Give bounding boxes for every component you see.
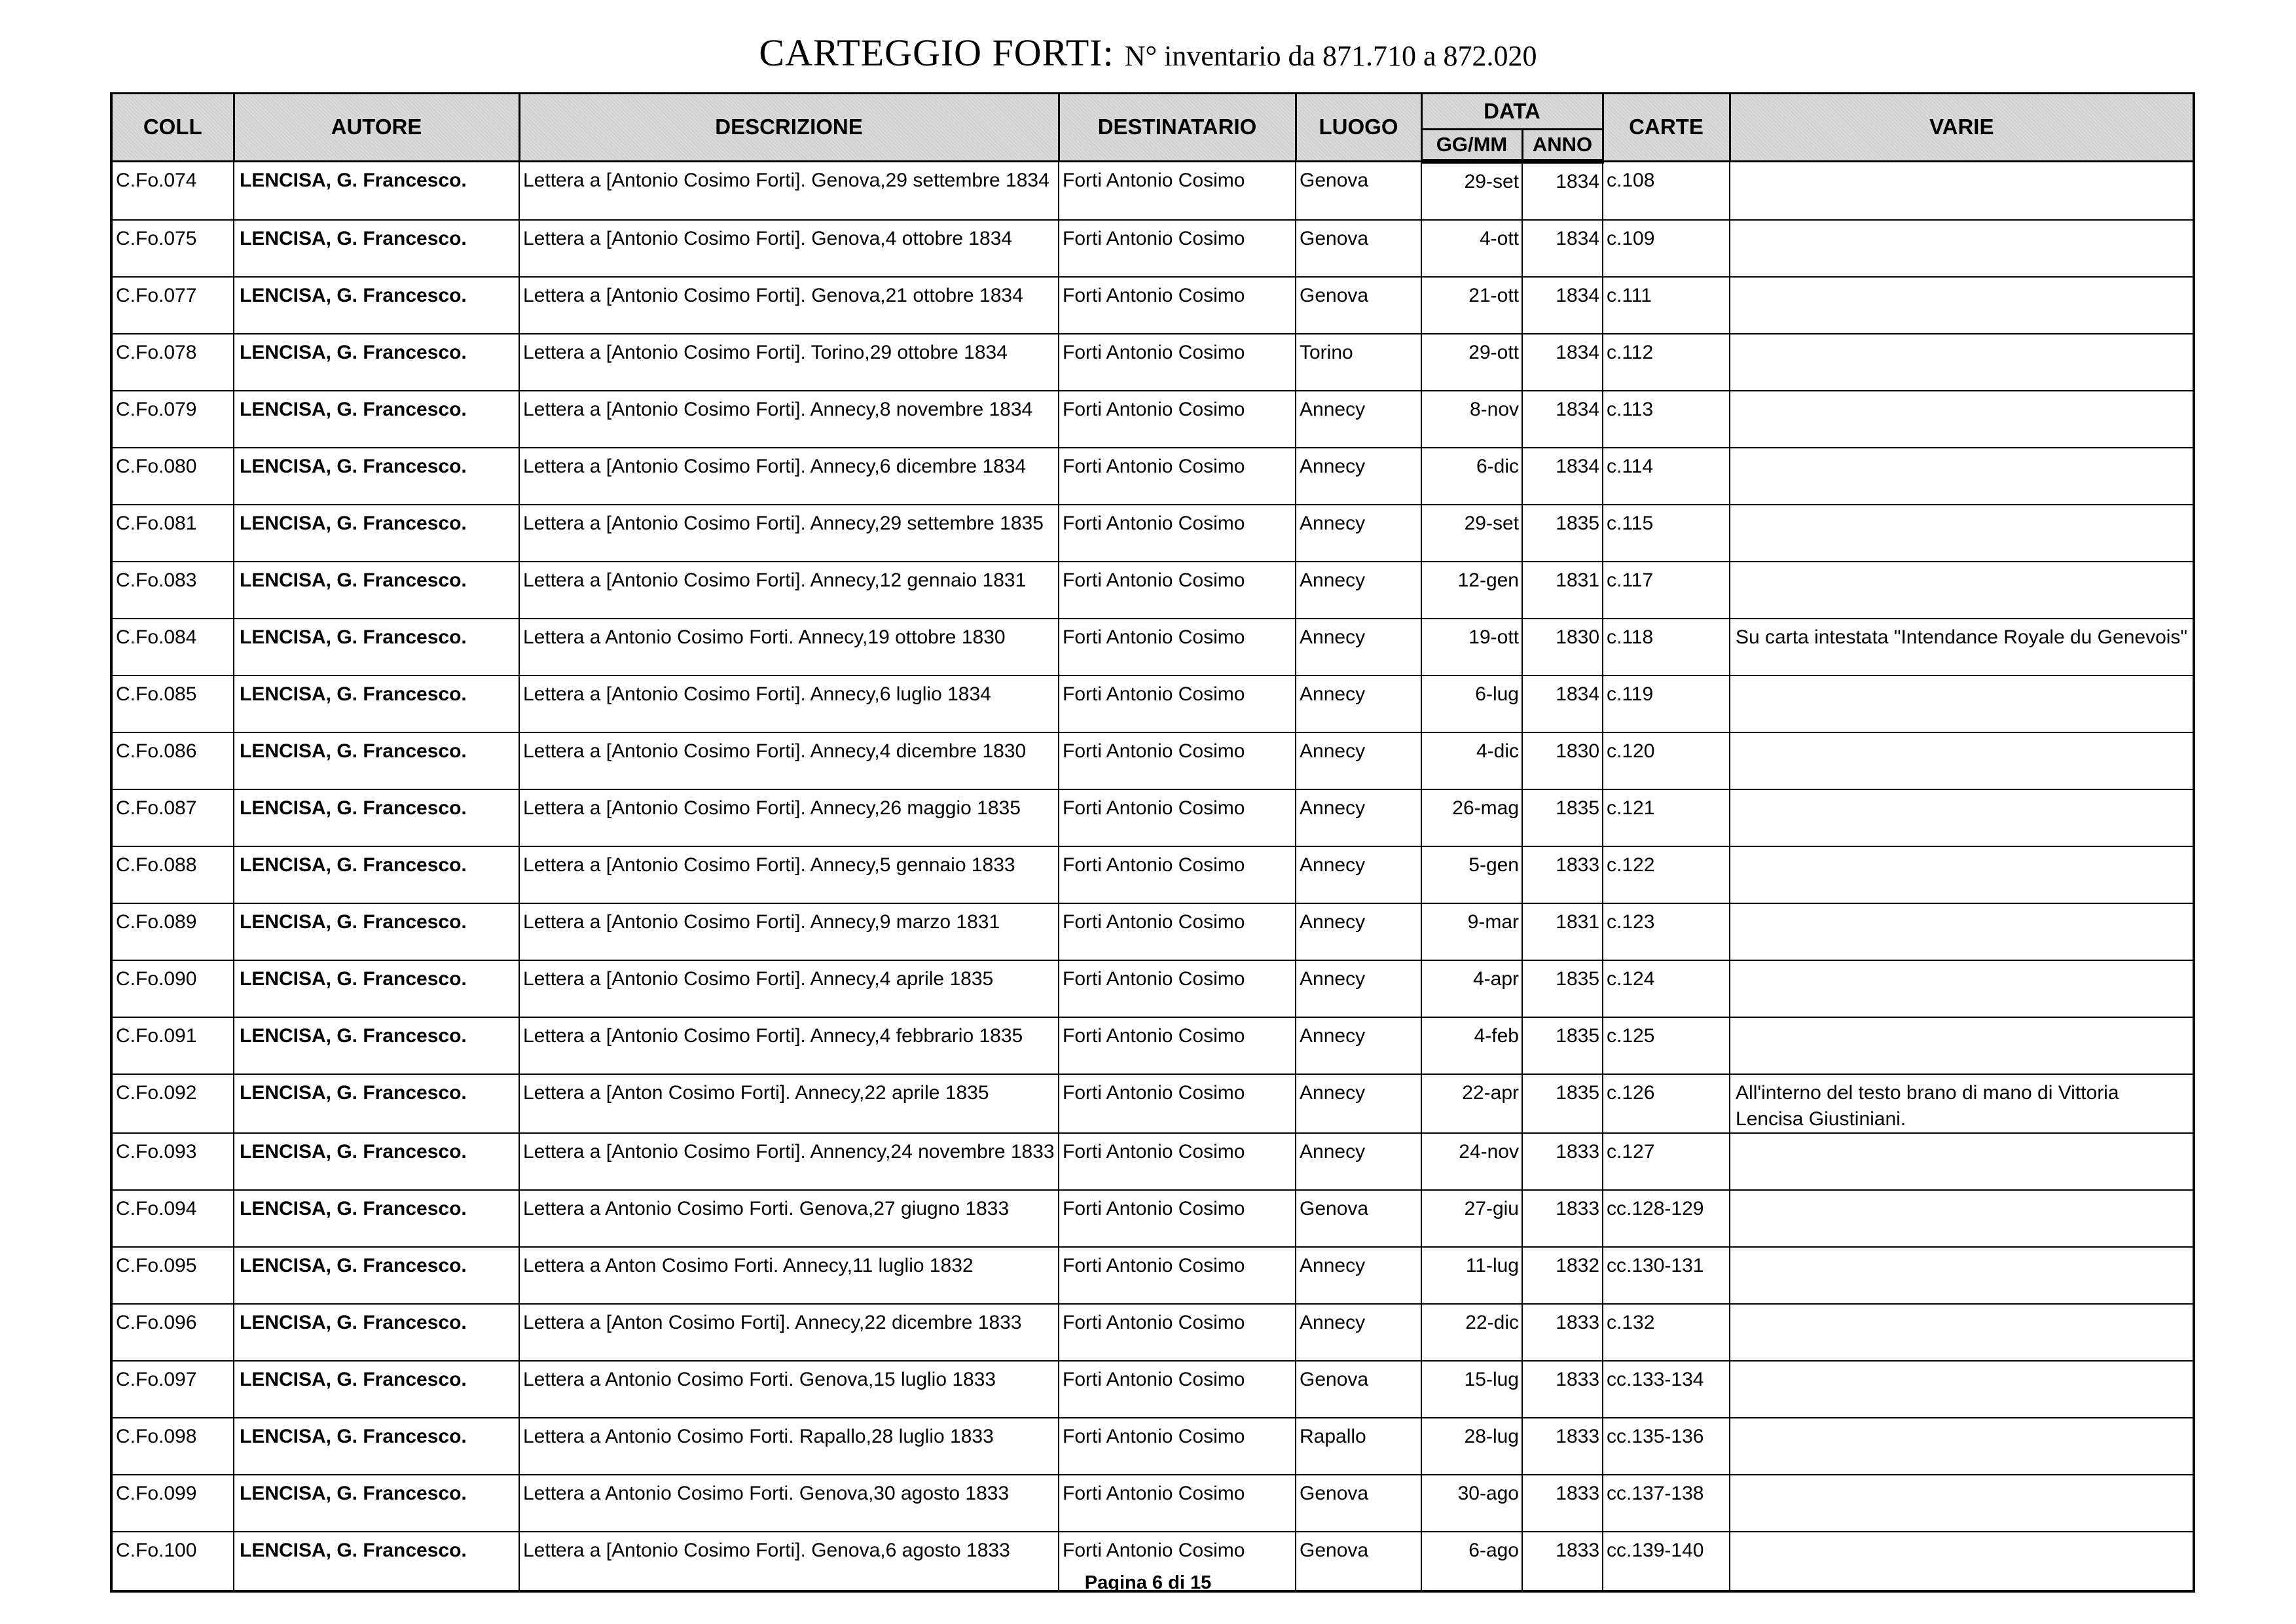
- cell-descrizione: Lettera a [Antonio Cosimo Forti]. Annency,24 novembre 1833: [519, 1133, 1059, 1190]
- cell-destinatario: Forti Antonio Cosimo: [1059, 1190, 1296, 1247]
- header-anno: ANNO: [1522, 130, 1603, 162]
- table-row: [111, 391, 2194, 448]
- cell-anno: 1831: [1522, 562, 1603, 619]
- cell-coll: C.Fo.099: [111, 1475, 234, 1532]
- cell-luogo: Annecy: [1296, 846, 1421, 903]
- cell-autore: LENCISA, G. Francesco.: [234, 732, 519, 789]
- cell-descrizione: Lettera a [Antonio Cosimo Forti]. Genova,29 settembre 1834: [519, 162, 1059, 221]
- title-main: CARTEGGIO FORTI:: [759, 31, 1114, 74]
- cell-descrizione: Lettera a [Antonio Cosimo Forti]. Annecy,6 dicembre 1834: [519, 448, 1059, 505]
- cell-autore: LENCISA, G. Francesco.: [234, 903, 519, 960]
- cell-descrizione: Lettera a [Antonio Cosimo Forti]. Genova,4 ottobre 1834: [519, 220, 1059, 277]
- cell-ggmm: 4-feb: [1421, 1017, 1522, 1074]
- cell-carte: c.125: [1603, 1017, 1730, 1074]
- cell-luogo: Genova: [1296, 1190, 1421, 1247]
- cell-autore: LENCISA, G. Francesco.: [234, 619, 519, 676]
- cell-anno: 1833: [1522, 1361, 1603, 1418]
- cell-anno: 1835: [1522, 505, 1603, 562]
- cell-autore: LENCISA, G. Francesco.: [234, 1017, 519, 1074]
- cell-destinatario: Forti Antonio Cosimo: [1059, 277, 1296, 334]
- cell-anno: 1833: [1522, 1475, 1603, 1532]
- cell-carte: c.127: [1603, 1133, 1730, 1190]
- cell-coll: C.Fo.080: [111, 448, 234, 505]
- cell-ggmm: 28-lug: [1421, 1418, 1522, 1475]
- cell-anno: 1833: [1522, 1190, 1603, 1247]
- cell-ggmm: 29-set: [1421, 162, 1522, 221]
- cell-descrizione: Lettera a [Antonio Cosimo Forti]. Annecy,4 febbrario 1835: [519, 1017, 1059, 1074]
- cell-autore: LENCISA, G. Francesco.: [234, 277, 519, 334]
- cell-coll: C.Fo.089: [111, 903, 234, 960]
- cell-descrizione: Lettera a [Antonio Cosimo Forti]. Annecy,4 aprile 1835: [519, 960, 1059, 1017]
- cell-destinatario: Forti Antonio Cosimo: [1059, 334, 1296, 391]
- cell-ggmm: 6-lug: [1421, 676, 1522, 732]
- table-row: [111, 732, 2194, 789]
- cell-luogo: Genova: [1296, 277, 1421, 334]
- cell-descrizione: Lettera a [Antonio Cosimo Forti]. Annecy,29 settembre 1835: [519, 505, 1059, 562]
- table-row: [111, 505, 2194, 562]
- cell-varie: [1730, 960, 2194, 1017]
- table-row: [111, 903, 2194, 960]
- table-row: [111, 676, 2194, 732]
- cell-varie: [1730, 1418, 2194, 1475]
- cell-carte: cc.135-136: [1603, 1418, 1730, 1475]
- cell-ggmm: 6-ago: [1421, 1532, 1522, 1591]
- cell-varie: [1730, 1017, 2194, 1074]
- cell-destinatario: Forti Antonio Cosimo: [1059, 619, 1296, 676]
- header-carte: CARTE: [1603, 94, 1730, 162]
- cell-coll: C.Fo.085: [111, 676, 234, 732]
- page-number: Pagina 6 di 15: [1084, 1572, 1212, 1593]
- document-title: [0, 31, 2296, 74]
- cell-descrizione: Lettera a Antonio Cosimo Forti. Annecy,19 ottobre 1830: [519, 619, 1059, 676]
- cell-destinatario: Forti Antonio Cosimo: [1059, 846, 1296, 903]
- table-row: [111, 1133, 2194, 1190]
- cell-varie: [1730, 1304, 2194, 1361]
- cell-descrizione: Lettera a [Antonio Cosimo Forti]. Annecy,8 novembre 1834: [519, 391, 1059, 448]
- cell-carte: c.132: [1603, 1304, 1730, 1361]
- cell-descrizione: Lettera a [Antonio Cosimo Forti]. Genova,21 ottobre 1834: [519, 277, 1059, 334]
- cell-coll: C.Fo.086: [111, 732, 234, 789]
- cell-destinatario: Forti Antonio Cosimo: [1059, 732, 1296, 789]
- cell-anno: 1833: [1522, 1304, 1603, 1361]
- cell-carte: c.124: [1603, 960, 1730, 1017]
- header-destinatario: DESTINATARIO: [1059, 94, 1296, 162]
- cell-varie: [1730, 1361, 2194, 1418]
- cell-descrizione: Lettera a [Antonio Cosimo Forti]. Annecy,4 dicembre 1830: [519, 732, 1059, 789]
- cell-carte: cc.133-134: [1603, 1361, 1730, 1418]
- cell-autore: LENCISA, G. Francesco.: [234, 162, 519, 221]
- cell-carte: c.113: [1603, 391, 1730, 448]
- cell-ggmm: 21-ott: [1421, 277, 1522, 334]
- cell-descrizione: Lettera a [Antonio Cosimo Forti]. Genova,6 agosto 1833: [519, 1532, 1059, 1591]
- cell-autore: LENCISA, G. Francesco.: [234, 1418, 519, 1475]
- cell-varie: [1730, 162, 2194, 221]
- cell-luogo: Annecy: [1296, 1133, 1421, 1190]
- cell-carte: c.117: [1603, 562, 1730, 619]
- cell-luogo: Annecy: [1296, 1304, 1421, 1361]
- cell-ggmm: 29-set: [1421, 505, 1522, 562]
- cell-carte: c.120: [1603, 732, 1730, 789]
- table-row: [111, 1247, 2194, 1304]
- cell-varie: [1730, 334, 2194, 391]
- table-row: [111, 1074, 2194, 1133]
- cell-coll: C.Fo.091: [111, 1017, 234, 1074]
- cell-coll: C.Fo.074: [111, 162, 234, 221]
- cell-ggmm: 4-apr: [1421, 960, 1522, 1017]
- cell-luogo: Genova: [1296, 1532, 1421, 1591]
- cell-luogo: Genova: [1296, 1361, 1421, 1418]
- cell-ggmm: 24-nov: [1421, 1133, 1522, 1190]
- cell-carte: c.123: [1603, 903, 1730, 960]
- table-row: [111, 960, 2194, 1017]
- table-row: [111, 1304, 2194, 1361]
- cell-luogo: Annecy: [1296, 676, 1421, 732]
- table-row: [111, 562, 2194, 619]
- cell-ggmm: 29-ott: [1421, 334, 1522, 391]
- cell-varie: [1730, 732, 2194, 789]
- cell-anno: 1834: [1522, 676, 1603, 732]
- table-row: [111, 448, 2194, 505]
- table-header: [111, 94, 2194, 162]
- cell-autore: LENCISA, G. Francesco.: [234, 334, 519, 391]
- cell-coll: C.Fo.083: [111, 562, 234, 619]
- cell-coll: C.Fo.100: [111, 1532, 234, 1591]
- cell-descrizione: Lettera a [Antonio Cosimo Forti]. Annecy,6 luglio 1834: [519, 676, 1059, 732]
- cell-destinatario: Forti Antonio Cosimo: [1059, 1133, 1296, 1190]
- cell-varie: [1730, 391, 2194, 448]
- cell-ggmm: 4-ott: [1421, 220, 1522, 277]
- cell-varie: [1730, 1247, 2194, 1304]
- cell-destinatario: Forti Antonio Cosimo: [1059, 1017, 1296, 1074]
- cell-luogo: Torino: [1296, 334, 1421, 391]
- cell-destinatario: Forti Antonio Cosimo: [1059, 1304, 1296, 1361]
- cell-destinatario: Forti Antonio Cosimo: [1059, 448, 1296, 505]
- cell-ggmm: 30-ago: [1421, 1475, 1522, 1532]
- cell-luogo: Annecy: [1296, 903, 1421, 960]
- cell-carte: c.109: [1603, 220, 1730, 277]
- cell-carte: c.112: [1603, 334, 1730, 391]
- cell-varie: [1730, 277, 2194, 334]
- cell-autore: LENCISA, G. Francesco.: [234, 1304, 519, 1361]
- cell-coll: C.Fo.077: [111, 277, 234, 334]
- cell-carte: c.121: [1603, 789, 1730, 846]
- cell-autore: LENCISA, G. Francesco.: [234, 1133, 519, 1190]
- cell-luogo: Annecy: [1296, 562, 1421, 619]
- cell-varie: [1730, 846, 2194, 903]
- cell-luogo: Annecy: [1296, 619, 1421, 676]
- table-row: [111, 220, 2194, 277]
- cell-descrizione: Lettera a [Antonio Cosimo Forti]. Annecy,26 maggio 1835: [519, 789, 1059, 846]
- cell-anno: 1834: [1522, 448, 1603, 505]
- cell-anno: 1835: [1522, 960, 1603, 1017]
- cell-autore: LENCISA, G. Francesco.: [234, 505, 519, 562]
- cell-anno: 1834: [1522, 220, 1603, 277]
- cell-luogo: Annecy: [1296, 960, 1421, 1017]
- cell-coll: C.Fo.078: [111, 334, 234, 391]
- cell-autore: LENCISA, G. Francesco.: [234, 1247, 519, 1304]
- inventory-table: [110, 92, 2195, 1593]
- cell-coll: C.Fo.088: [111, 846, 234, 903]
- cell-ggmm: 19-ott: [1421, 619, 1522, 676]
- cell-autore: LENCISA, G. Francesco.: [234, 1361, 519, 1418]
- cell-descrizione: Lettera a Antonio Cosimo Forti. Genova,15 luglio 1833: [519, 1361, 1059, 1418]
- cell-luogo: Annecy: [1296, 789, 1421, 846]
- cell-anno: 1831: [1522, 903, 1603, 960]
- cell-ggmm: 8-nov: [1421, 391, 1522, 448]
- cell-anno: 1835: [1522, 789, 1603, 846]
- cell-descrizione: Lettera a [Antonio Cosimo Forti]. Annecy,12 gennaio 1831: [519, 562, 1059, 619]
- cell-varie: [1730, 789, 2194, 846]
- cell-autore: LENCISA, G. Francesco.: [234, 789, 519, 846]
- cell-carte: cc.130-131: [1603, 1247, 1730, 1304]
- cell-descrizione: Lettera a [Antonio Cosimo Forti]. Annecy,5 gennaio 1833: [519, 846, 1059, 903]
- cell-varie: [1730, 1190, 2194, 1247]
- table-row: [111, 619, 2194, 676]
- cell-ggmm: 22-dic: [1421, 1304, 1522, 1361]
- cell-autore: LENCISA, G. Francesco.: [234, 1190, 519, 1247]
- cell-autore: LENCISA, G. Francesco.: [234, 448, 519, 505]
- cell-coll: C.Fo.084: [111, 619, 234, 676]
- cell-anno: 1835: [1522, 1017, 1603, 1074]
- table-row: [111, 1361, 2194, 1418]
- cell-luogo: Annecy: [1296, 1247, 1421, 1304]
- cell-destinatario: Forti Antonio Cosimo: [1059, 505, 1296, 562]
- cell-anno: 1833: [1522, 1532, 1603, 1591]
- cell-luogo: Annecy: [1296, 448, 1421, 505]
- cell-luogo: Annecy: [1296, 1017, 1421, 1074]
- cell-anno: 1834: [1522, 334, 1603, 391]
- cell-carte: c.108: [1603, 162, 1730, 221]
- table-row: [111, 1190, 2194, 1247]
- cell-luogo: Annecy: [1296, 505, 1421, 562]
- cell-anno: 1835: [1522, 1074, 1603, 1133]
- cell-anno: 1833: [1522, 846, 1603, 903]
- table-row: [111, 1017, 2194, 1074]
- cell-carte: c.118: [1603, 619, 1730, 676]
- cell-luogo: Annecy: [1296, 1074, 1421, 1133]
- cell-descrizione: Lettera a Antonio Cosimo Forti. Genova,30 agosto 1833: [519, 1475, 1059, 1532]
- cell-coll: C.Fo.075: [111, 220, 234, 277]
- cell-carte: c.115: [1603, 505, 1730, 562]
- cell-coll: C.Fo.079: [111, 391, 234, 448]
- cell-anno: 1830: [1522, 619, 1603, 676]
- cell-coll: C.Fo.094: [111, 1190, 234, 1247]
- cell-ggmm: 9-mar: [1421, 903, 1522, 960]
- cell-luogo: Genova: [1296, 1475, 1421, 1532]
- cell-destinatario: Forti Antonio Cosimo: [1059, 1532, 1296, 1591]
- table-row: [111, 846, 2194, 903]
- header-varie: VARIE: [1730, 94, 2194, 162]
- cell-coll: C.Fo.097: [111, 1361, 234, 1418]
- cell-destinatario: Forti Antonio Cosimo: [1059, 1418, 1296, 1475]
- cell-destinatario: Forti Antonio Cosimo: [1059, 220, 1296, 277]
- cell-varie: [1730, 1133, 2194, 1190]
- cell-anno: 1834: [1522, 391, 1603, 448]
- cell-carte: c.122: [1603, 846, 1730, 903]
- cell-luogo: Rapallo: [1296, 1418, 1421, 1475]
- header-data: DATA: [1421, 94, 1603, 130]
- cell-carte: c.111: [1603, 277, 1730, 334]
- cell-descrizione: Lettera a Antonio Cosimo Forti. Genova,27 giugno 1833: [519, 1190, 1059, 1247]
- cell-destinatario: Forti Antonio Cosimo: [1059, 676, 1296, 732]
- header-autore: AUTORE: [234, 94, 519, 162]
- cell-descrizione: Lettera a Antonio Cosimo Forti. Rapallo,28 luglio 1833: [519, 1418, 1059, 1475]
- cell-anno: 1833: [1522, 1133, 1603, 1190]
- cell-destinatario: Forti Antonio Cosimo: [1059, 1074, 1296, 1133]
- cell-descrizione: Lettera a [Anton Cosimo Forti]. Annecy,22 aprile 1835: [519, 1074, 1059, 1133]
- cell-ggmm: 26-mag: [1421, 789, 1522, 846]
- cell-varie: [1730, 505, 2194, 562]
- cell-coll: C.Fo.098: [111, 1418, 234, 1475]
- cell-destinatario: Forti Antonio Cosimo: [1059, 162, 1296, 221]
- table-row: [111, 1418, 2194, 1475]
- cell-autore: LENCISA, G. Francesco.: [234, 562, 519, 619]
- cell-destinatario: Forti Antonio Cosimo: [1059, 391, 1296, 448]
- cell-ggmm: 11-lug: [1421, 1247, 1522, 1304]
- cell-luogo: Genova: [1296, 162, 1421, 221]
- table-body: [111, 162, 2194, 1592]
- cell-destinatario: Forti Antonio Cosimo: [1059, 1475, 1296, 1532]
- cell-coll: C.Fo.087: [111, 789, 234, 846]
- cell-ggmm: 22-apr: [1421, 1074, 1522, 1133]
- cell-varie: All'interno del testo brano di mano di Vittoria Lencisa Giustiniani.: [1730, 1074, 2194, 1133]
- cell-destinatario: Forti Antonio Cosimo: [1059, 562, 1296, 619]
- cell-varie: [1730, 562, 2194, 619]
- cell-autore: LENCISA, G. Francesco.: [234, 960, 519, 1017]
- cell-coll: C.Fo.081: [111, 505, 234, 562]
- header-luogo: LUOGO: [1296, 94, 1421, 162]
- cell-autore: LENCISA, G. Francesco.: [234, 1074, 519, 1133]
- cell-destinatario: Forti Antonio Cosimo: [1059, 789, 1296, 846]
- cell-descrizione: Lettera a [Antonio Cosimo Forti]. Annecy,9 marzo 1831: [519, 903, 1059, 960]
- cell-autore: LENCISA, G. Francesco.: [234, 676, 519, 732]
- cell-varie: Su carta intestata "Intendance Royale du Genevois": [1730, 619, 2194, 676]
- cell-varie: [1730, 903, 2194, 960]
- cell-autore: LENCISA, G. Francesco.: [234, 391, 519, 448]
- cell-carte: c.114: [1603, 448, 1730, 505]
- cell-anno: 1834: [1522, 277, 1603, 334]
- table-row: [111, 789, 2194, 846]
- header-coll: COLL: [111, 94, 234, 162]
- cell-descrizione: Lettera a [Anton Cosimo Forti]. Annecy,22 dicembre 1833: [519, 1304, 1059, 1361]
- cell-ggmm: 12-gen: [1421, 562, 1522, 619]
- table-row: [111, 277, 2194, 334]
- cell-luogo: Annecy: [1296, 732, 1421, 789]
- cell-carte: cc.137-138: [1603, 1475, 1730, 1532]
- cell-carte: cc.139-140: [1603, 1532, 1730, 1591]
- header-ggmm: GG/MM: [1421, 130, 1522, 162]
- header-descrizione: DESCRIZIONE: [519, 94, 1059, 162]
- cell-ggmm: 5-gen: [1421, 846, 1522, 903]
- cell-anno: 1830: [1522, 732, 1603, 789]
- cell-coll: C.Fo.093: [111, 1133, 234, 1190]
- cell-varie: [1730, 676, 2194, 732]
- cell-varie: [1730, 448, 2194, 505]
- cell-descrizione: Lettera a [Antonio Cosimo Forti]. Torino,29 ottobre 1834: [519, 334, 1059, 391]
- cell-destinatario: Forti Antonio Cosimo: [1059, 1361, 1296, 1418]
- cell-ggmm: 4-dic: [1421, 732, 1522, 789]
- cell-autore: LENCISA, G. Francesco.: [234, 846, 519, 903]
- table-row: [111, 334, 2194, 391]
- cell-coll: C.Fo.095: [111, 1247, 234, 1304]
- cell-luogo: Annecy: [1296, 391, 1421, 448]
- cell-coll: C.Fo.092: [111, 1074, 234, 1133]
- cell-autore: LENCISA, G. Francesco.: [234, 1475, 519, 1532]
- cell-anno: 1834: [1522, 162, 1603, 221]
- cell-varie: [1730, 220, 2194, 277]
- table-row: [111, 1475, 2194, 1532]
- cell-anno: 1832: [1522, 1247, 1603, 1304]
- cell-autore: LENCISA, G. Francesco.: [234, 1532, 519, 1591]
- cell-destinatario: Forti Antonio Cosimo: [1059, 1247, 1296, 1304]
- cell-destinatario: Forti Antonio Cosimo: [1059, 903, 1296, 960]
- cell-luogo: Genova: [1296, 220, 1421, 277]
- cell-descrizione: Lettera a Anton Cosimo Forti. Annecy,11 luglio 1832: [519, 1247, 1059, 1304]
- cell-destinatario: Forti Antonio Cosimo: [1059, 960, 1296, 1017]
- table-row: [111, 162, 2194, 221]
- cell-autore: LENCISA, G. Francesco.: [234, 220, 519, 277]
- cell-ggmm: 6-dic: [1421, 448, 1522, 505]
- cell-coll: C.Fo.090: [111, 960, 234, 1017]
- cell-carte: c.119: [1603, 676, 1730, 732]
- cell-varie: [1730, 1475, 2194, 1532]
- cell-ggmm: 27-giu: [1421, 1190, 1522, 1247]
- cell-coll: C.Fo.096: [111, 1304, 234, 1361]
- cell-carte: cc.128-129: [1603, 1190, 1730, 1247]
- cell-ggmm: 15-lug: [1421, 1361, 1522, 1418]
- cell-anno: 1833: [1522, 1418, 1603, 1475]
- cell-carte: c.126: [1603, 1074, 1730, 1133]
- title-inventory-range: N° inventario da 871.710 a 872.020: [1124, 40, 1537, 72]
